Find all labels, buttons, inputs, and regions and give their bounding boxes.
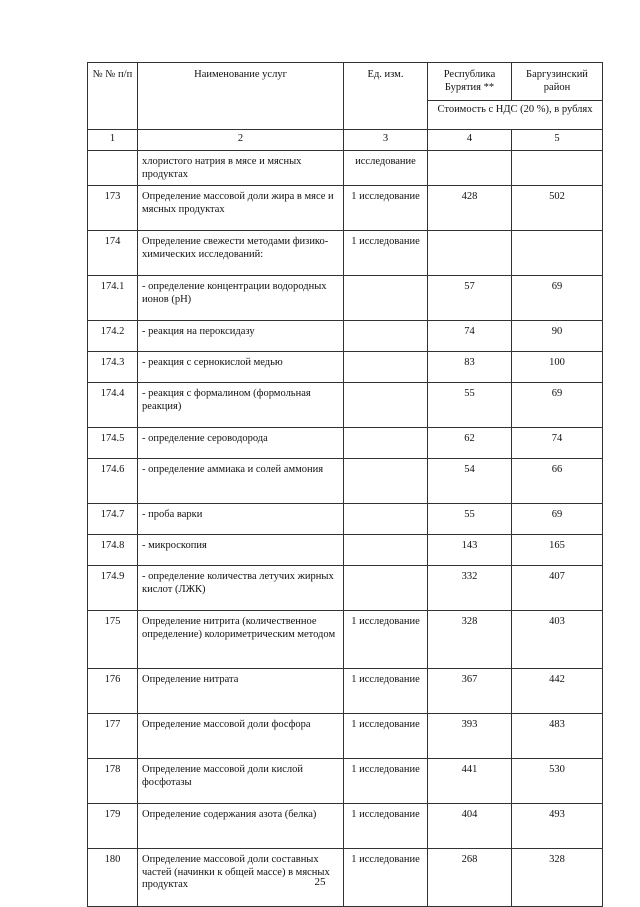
row-service-name: Определение нитрита (количественное определение) колориметрическим методом (138, 611, 344, 669)
row-number: 174.3 (88, 352, 138, 383)
row-service-name: Определение свежести методами физико-химических исследований: (138, 231, 344, 276)
row-price-district: 69 (512, 504, 603, 535)
row-price-district: 328 (512, 849, 603, 907)
row-unit (344, 321, 428, 352)
price-table-body (88, 63, 603, 907)
row-unit: 1 исследование (344, 669, 428, 714)
header-republic-buryatia: Республика Бурятия ** (428, 63, 512, 101)
row-price-district: 530 (512, 759, 603, 804)
table-row (88, 352, 603, 383)
table-row (88, 186, 603, 231)
row-service-name: Определение содержания азота (белка) (138, 804, 344, 849)
table-row (88, 611, 603, 669)
row-price-republic: 62 (428, 428, 512, 459)
header-service-name: Наименование услуг (138, 63, 344, 130)
row-service-name: - определение концентрации водородных ионов (pH) (138, 276, 344, 321)
row-unit: 1 исследование (344, 186, 428, 231)
row-price-district: 90 (512, 321, 603, 352)
row-number: 178 (88, 759, 138, 804)
row-price-district: 69 (512, 383, 603, 428)
row-unit (344, 459, 428, 504)
row-price-republic: 268 (428, 849, 512, 907)
table-row (88, 231, 603, 276)
table-row (88, 428, 603, 459)
row-price-republic: 55 (428, 504, 512, 535)
row-price-district: 502 (512, 186, 603, 231)
row-unit: 1 исследование (344, 849, 428, 907)
row-number: 174.8 (88, 535, 138, 566)
row-unit (344, 428, 428, 459)
row-price-republic: 55 (428, 383, 512, 428)
column-number-row (88, 130, 603, 151)
table-row (88, 669, 603, 714)
row-price-district: 74 (512, 428, 603, 459)
row-service-name: - определение сероводорода (138, 428, 344, 459)
row-service-name: Определение массовой доли составных частей (начинки к общей массе) в мясных продуктах (138, 849, 344, 907)
row-unit (344, 535, 428, 566)
row-price-republic (428, 231, 512, 276)
row-unit: 1 исследование (344, 759, 428, 804)
row-service-name: - проба варки (138, 504, 344, 535)
header-number: № № п/п (88, 63, 138, 130)
row-number: 179 (88, 804, 138, 849)
row-number (88, 151, 138, 186)
row-price-republic: 328 (428, 611, 512, 669)
column-number: 3 (344, 130, 428, 151)
row-price-district: 493 (512, 804, 603, 849)
row-number: 180 (88, 849, 138, 907)
row-number: 174.9 (88, 566, 138, 611)
row-price-republic: 74 (428, 321, 512, 352)
row-number: 174.1 (88, 276, 138, 321)
table-row (88, 759, 603, 804)
table-row (88, 383, 603, 428)
header-cost-caption: Стоимость с НДС (20 %), в рублях (428, 101, 603, 130)
row-price-district: 407 (512, 566, 603, 611)
row-service-name: - реакция на пероксидазу (138, 321, 344, 352)
row-price-republic: 393 (428, 714, 512, 759)
row-price-district: 165 (512, 535, 603, 566)
row-price-district (512, 151, 603, 186)
row-service-name: - определение количества летучих жирных кислот (ЛЖК) (138, 566, 344, 611)
row-unit: 1 исследование (344, 611, 428, 669)
row-unit: 1 исследование (344, 714, 428, 759)
table-row (88, 151, 603, 186)
row-price-district: 483 (512, 714, 603, 759)
row-number: 174.2 (88, 321, 138, 352)
row-unit: 1 исследование (344, 804, 428, 849)
row-number: 174.5 (88, 428, 138, 459)
row-number: 176 (88, 669, 138, 714)
row-unit (344, 352, 428, 383)
row-service-name: - реакция с формалином (формольная реакция) (138, 383, 344, 428)
row-price-republic: 83 (428, 352, 512, 383)
row-number: 174.7 (88, 504, 138, 535)
row-number: 174 (88, 231, 138, 276)
row-service-name: хлористого натрия в мясе и мясных продуктах (138, 151, 344, 186)
row-price-republic: 143 (428, 535, 512, 566)
column-number: 5 (512, 130, 603, 151)
row-service-name: Определение массовой доли фосфора (138, 714, 344, 759)
row-price-district (512, 231, 603, 276)
row-price-district: 442 (512, 669, 603, 714)
table-row (88, 535, 603, 566)
row-service-name: Определение массовой доли жира в мясе и мясных продуктах (138, 186, 344, 231)
table-row (88, 714, 603, 759)
column-number: 1 (88, 130, 138, 151)
row-price-district: 69 (512, 276, 603, 321)
row-unit (344, 566, 428, 611)
row-service-name: Определение нитрата (138, 669, 344, 714)
column-number: 4 (428, 130, 512, 151)
column-number: 2 (138, 130, 344, 151)
table-row (88, 566, 603, 611)
row-number: 173 (88, 186, 138, 231)
row-price-republic: 57 (428, 276, 512, 321)
row-number: 177 (88, 714, 138, 759)
table-row (88, 276, 603, 321)
row-unit: 1 исследование (344, 231, 428, 276)
row-unit: исследование (344, 151, 428, 186)
price-table (87, 62, 603, 907)
row-number: 175 (88, 611, 138, 669)
row-service-name: - определение аммиака и солей аммония (138, 459, 344, 504)
row-number: 174.6 (88, 459, 138, 504)
page-number: 25 (314, 876, 326, 888)
row-number: 174.4 (88, 383, 138, 428)
header-unit: Ед. изм. (344, 63, 428, 130)
row-price-republic: 332 (428, 566, 512, 611)
row-price-district: 403 (512, 611, 603, 669)
table-row (88, 504, 603, 535)
row-unit (344, 383, 428, 428)
table-header-row (88, 63, 603, 101)
row-service-name: - реакция с сернокислой медью (138, 352, 344, 383)
row-price-republic: 428 (428, 186, 512, 231)
row-service-name: - микроскопия (138, 535, 344, 566)
table-row (88, 459, 603, 504)
row-price-district: 66 (512, 459, 603, 504)
row-unit (344, 504, 428, 535)
row-price-republic: 54 (428, 459, 512, 504)
row-price-republic: 404 (428, 804, 512, 849)
row-service-name: Определение массовой доли кислой фосфотазы (138, 759, 344, 804)
row-unit (344, 276, 428, 321)
row-price-republic: 367 (428, 669, 512, 714)
table-row (88, 321, 603, 352)
row-price-republic: 441 (428, 759, 512, 804)
row-price-republic (428, 151, 512, 186)
table-row (88, 804, 603, 849)
row-price-district: 100 (512, 352, 603, 383)
header-barguzin-district: Баргузинский район (512, 63, 603, 101)
